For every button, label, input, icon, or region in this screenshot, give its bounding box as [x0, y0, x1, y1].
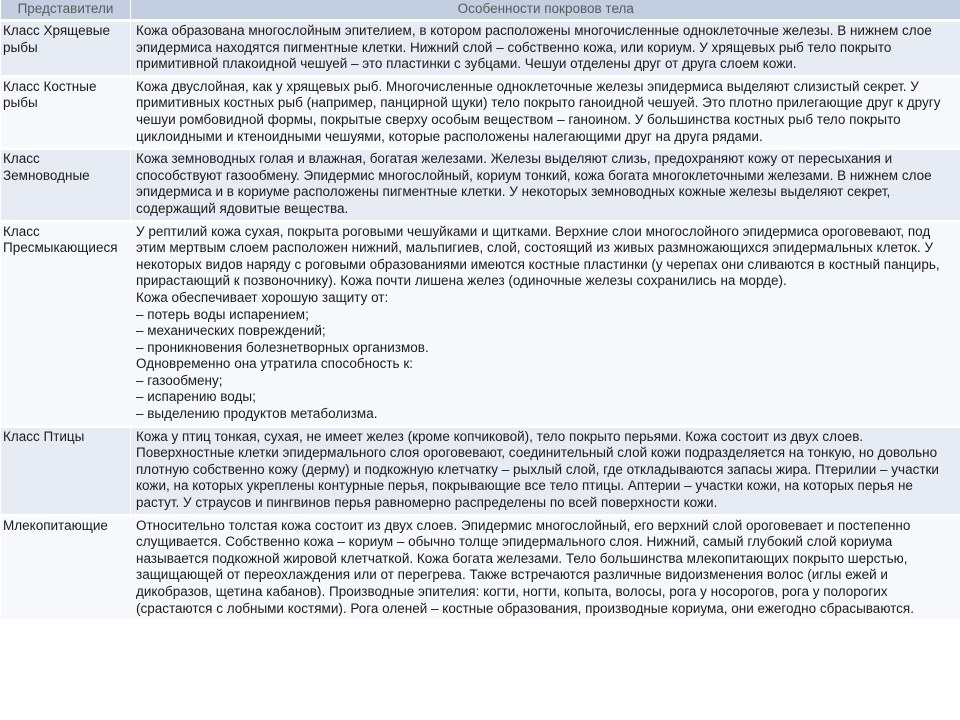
description-text: У рептилий кожа сухая, покрыта роговыми чешуйками и щитками. Верхние слои многослойного эпидермиса ороговевают, под этим мертвым слоем расположен нижний, мальпигиев, слой, состоящий из живых размножающихся эпидермальных клеток. У некоторых видов наряду с роговыми образованиями имеются костные пластинки (у черепах они сливаются в костный панцирь, прирастающий к позвоночнику). Кожа почти лишена желез (одиночные железы сохранились на морде). — [136, 223, 940, 289]
row-representative: Млекопитающие — [1, 515, 131, 619]
row-representative: Класс Хрящевые рыбы — [1, 21, 131, 77]
list-item: – механических повреждений; — [136, 323, 326, 339]
description-text: Одновременно она утратила способность к: — [136, 356, 413, 372]
row-description — [131, 221, 960, 426]
row-description — [131, 426, 960, 515]
row-representative: Класс Костные рыбы — [1, 76, 131, 148]
row-representative: Класс Пресмыкающиеся — [1, 221, 131, 426]
list-item: – испарению воды; — [136, 389, 256, 405]
description-text: Кожа обеспечивает хорошую защиту от: — [136, 289, 389, 305]
table-row — [1, 221, 960, 426]
table-row — [1, 515, 960, 619]
row-description — [131, 515, 960, 619]
row-description — [131, 76, 960, 148]
list-item: – проникновения болезнетворных организмов. — [136, 339, 429, 355]
list-item: – выделению продуктов метаболизма. — [136, 406, 378, 422]
row-description — [131, 21, 960, 77]
description-text: Кожа двуслойная, как у хрящевых рыб. Многочисленные одноклеточные железы эпидермиса выделяют слизистый секрет. У примитивных костных рыб (например, панцирной щуки) тело покрыто ганоидной чешуей. Это плотно прилегающие друг к другу чешуи ромбовидной формы, покрытые сверху особым веществом – ганоином. У большинства костных рыб тело покрыто циклоидными и ктеноидными чешуями, которые расположены налегающими друг на друга рядами. — [136, 78, 941, 144]
description-text: Кожа образована многослойным эпителием, в котором расположены многочисленные одноклеточные железы. В нижнем слое эпидермиса находятся пигментные клетки. Нижний слой – собственно кожа, или кориум. У хрящевых рыб тело покрыто примитивной плакоидной чешуей – это пластинки с зубцами. Чешуи отделены друг от друга слоем кожи. — [136, 23, 932, 72]
table-row — [1, 76, 960, 148]
list-item: – газообмену; — [136, 372, 223, 388]
table-row — [1, 426, 960, 515]
list-item: – потерь воды испарением; — [136, 306, 309, 322]
description-text: Относительно толстая кожа состоит из двух слоев. Эпидермис многослойный, его верхний слой ороговевает и постепенно слущивается. Собственно кожа – кориум – обычно толще эпидермального слоя. Нижний, самый глубокий слой кориума называется подкожной жировой клетчаткой. Кожа богата железами. Тело большинства млекопитающих покрыто шерстью, защищающей от переохлаждения или от перегрева. Также встречаются различные видоизменения волос (иглы ежей и дикобразов, щетина кабанов). Производные эпителия: когти, ногти, копыта, волосы, рога у носорогов, рога у полорогих (срастаются с лобными костями). Рога оленей – костные образования, производные кориума, они ежегодно сбрасываются. — [136, 517, 914, 616]
table-header-row — [1, 0, 960, 21]
description-text: Кожа земноводных голая и влажная, богатая железами. Железы выделяют слизь, предохраняют кожу от пересыхания и способствуют газообмену. Эпидермис многослойный, кориум тонкий, кожа богата многоклеточными железами. В нижнем слое эпидермиса и в кориуме расположены пигментные клетки. У некоторых земноводных кожные железы выделяют секрет, содержащий ядовитые вещества. — [136, 151, 932, 216]
table-row — [1, 149, 960, 221]
header-skin-features: Особенности покровов тела — [131, 0, 960, 21]
table-row — [1, 21, 960, 77]
row-description — [131, 149, 960, 221]
header-representatives: Представители — [1, 0, 131, 21]
row-representative: Класс Земноводные — [1, 149, 131, 221]
row-representative: Класс Птицы — [1, 426, 131, 515]
description-text: Кожа у птиц тонкая, сухая, не имеет желез (кроме копчиковой), тело покрыто перьями. Кожа состоит из двух слоев. Поверхностные клетки эпидермального слоя ороговевают, соединительный слой кожи подразделяется на тонкую, но довольно плотную собственно кожу (дерму) и подкожную клетчатку – рыхлый слой, где откладываются запасы жира. Птерилии – участки кожи, на которых укреплены контурные перья, покрывающие все тело птицы. Аптерии – участки кожи, на которых перья не растут. У страусов и пингвинов перья равномерно распределены по всей поверхности кожи. — [136, 428, 939, 511]
